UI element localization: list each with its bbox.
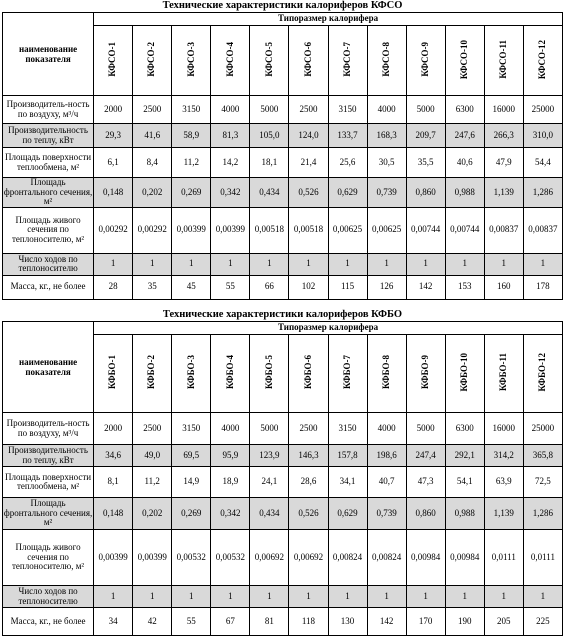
table-row xyxy=(3,498,563,530)
table-cell: 1 xyxy=(367,586,406,608)
table-cell: 81,3 xyxy=(211,124,250,148)
table-cell: 47,3 xyxy=(406,467,445,498)
table-cell: 0,00824 xyxy=(367,530,406,586)
table-cell: 247,4 xyxy=(406,445,445,467)
table-cell: 47,9 xyxy=(484,148,523,178)
table-cell: 0,00399 xyxy=(211,207,250,253)
model-label: КФБО-11 xyxy=(498,353,509,392)
table-cell: 0,00399 xyxy=(133,530,172,586)
model-header xyxy=(133,335,172,413)
table-row xyxy=(3,178,563,208)
table-cell: 0,526 xyxy=(289,178,328,208)
table-cell: 1 xyxy=(328,253,367,275)
table-cell: 45 xyxy=(172,275,211,299)
table-cell: 102 xyxy=(289,275,328,299)
header-row-group xyxy=(3,13,563,26)
table-cell: 1,139 xyxy=(484,178,523,208)
model-header xyxy=(523,26,562,96)
table-title-kfso: Технические характеристики калориферов КФСО xyxy=(162,0,403,11)
row-label: Площадь фронтального сечения, м² xyxy=(3,177,93,206)
table-cell: 170 xyxy=(406,608,445,636)
table-cell: 35 xyxy=(133,275,172,299)
table-cell: 0,00744 xyxy=(445,207,484,253)
table-row xyxy=(3,608,563,636)
table-cell: 247,6 xyxy=(445,124,484,148)
table-cell: 0,0111 xyxy=(484,530,523,586)
table-cell: 1 xyxy=(211,253,250,275)
model-header xyxy=(250,335,289,413)
table-cell: 1 xyxy=(523,586,562,608)
table-cell: 0,00532 xyxy=(172,530,211,586)
table-cell: 2500 xyxy=(289,413,328,445)
table-cell: 0,202 xyxy=(133,178,172,208)
table-cell: 25,6 xyxy=(328,148,367,178)
model-header xyxy=(484,335,523,413)
table-cell: 58,9 xyxy=(172,124,211,148)
table-row xyxy=(3,530,563,586)
table-cell: 5000 xyxy=(250,96,289,124)
table-cell: 0,00532 xyxy=(211,530,250,586)
column-group-header: Типоразмер калорифера xyxy=(94,13,563,26)
table-cell: 0,00692 xyxy=(250,530,289,586)
model-header xyxy=(289,335,328,413)
table-cell: 0,860 xyxy=(406,498,445,530)
table-cell: 118 xyxy=(289,608,328,636)
table-cell: 34,6 xyxy=(94,445,133,467)
table-cell: 40,6 xyxy=(445,148,484,178)
model-header xyxy=(289,26,328,96)
table-cell: 11,2 xyxy=(172,148,211,178)
table-cell: 266,3 xyxy=(484,124,523,148)
spec-table-kfso xyxy=(2,12,563,300)
table-cell: 1 xyxy=(172,253,211,275)
table-row xyxy=(3,413,563,445)
table-cell: 115 xyxy=(328,275,367,299)
spec-table-kfbo xyxy=(2,321,563,636)
model-header xyxy=(328,26,367,96)
table-cell: 4000 xyxy=(211,96,250,124)
model-header xyxy=(172,335,211,413)
header-row-group xyxy=(3,322,563,335)
table-cell: 2000 xyxy=(94,96,133,124)
table-row xyxy=(3,253,563,275)
table-cell: 11,2 xyxy=(133,467,172,498)
table-cell: 205 xyxy=(484,608,523,636)
table-cell: 0,434 xyxy=(250,178,289,208)
table-cell: 18,1 xyxy=(250,148,289,178)
model-header xyxy=(445,335,484,413)
table-cell: 0,0111 xyxy=(523,530,562,586)
table-cell: 0,739 xyxy=(367,178,406,208)
column-header-parameter: наименование показателя xyxy=(3,13,94,96)
model-label: КФСО-1 xyxy=(107,41,118,77)
table-cell: 1 xyxy=(406,586,445,608)
table-cell: 40,7 xyxy=(367,467,406,498)
model-header xyxy=(94,26,133,96)
table-cell: 0,00518 xyxy=(250,207,289,253)
table-cell: 2000 xyxy=(94,413,133,445)
table-cell: 2500 xyxy=(289,96,328,124)
table-cell: 0,00518 xyxy=(289,207,328,253)
table-cell: 0,00625 xyxy=(328,207,367,253)
table-cell: 0,342 xyxy=(211,178,250,208)
table-cell: 5000 xyxy=(406,413,445,445)
model-label: КФСО-4 xyxy=(224,41,235,77)
model-label: КФСО-3 xyxy=(185,41,196,77)
table-cell: 1 xyxy=(94,253,133,275)
table-cell: 0,860 xyxy=(406,178,445,208)
table-cell: 63,9 xyxy=(484,467,523,498)
table-cell: 225 xyxy=(523,608,562,636)
table-cell: 8,1 xyxy=(94,467,133,498)
table-cell: 142 xyxy=(406,275,445,299)
table-cell: 2500 xyxy=(133,96,172,124)
table-cell: 0,269 xyxy=(172,178,211,208)
table-cell: 365,8 xyxy=(523,445,562,467)
model-label: КФСО-5 xyxy=(263,41,274,77)
table-cell: 0,526 xyxy=(289,498,328,530)
table-cell: 157,8 xyxy=(328,445,367,467)
table-cell: 0,00837 xyxy=(523,207,562,253)
table-cell: 66 xyxy=(250,275,289,299)
row-label: Площадь живого сечения по теплоносителю, м² xyxy=(3,530,94,586)
row-label: Число ходов по теплоносителю xyxy=(3,586,94,608)
table-cell: 14,2 xyxy=(211,148,250,178)
table-row xyxy=(3,96,563,124)
table-cell: 168,3 xyxy=(367,124,406,148)
table-cell: 3150 xyxy=(172,96,211,124)
table-cell: 1 xyxy=(211,586,250,608)
table-cell: 0,739 xyxy=(367,498,406,530)
model-header xyxy=(328,335,367,413)
row-label: Масса, кг., не более xyxy=(3,275,94,299)
table-cell: 30,5 xyxy=(367,148,406,178)
model-header xyxy=(406,26,445,96)
table-cell: 0,269 xyxy=(172,498,211,530)
model-label: КФБО-6 xyxy=(302,355,313,390)
table-cell: 0,988 xyxy=(445,498,484,530)
table-cell: 292,1 xyxy=(445,445,484,467)
table-row xyxy=(3,124,563,148)
table-row xyxy=(3,148,563,178)
table-cell: 0,988 xyxy=(445,178,484,208)
table-row xyxy=(3,467,563,498)
table-cell: 0,00824 xyxy=(328,530,367,586)
table-cell: 0,00984 xyxy=(406,530,445,586)
table-cell: 146,3 xyxy=(289,445,328,467)
table-row xyxy=(3,275,563,299)
table-row xyxy=(3,445,563,467)
table-cell: 133,7 xyxy=(328,124,367,148)
column-group-header: Типоразмер калорифера xyxy=(94,322,563,335)
table-cell: 16000 xyxy=(484,96,523,124)
table-cell: 1 xyxy=(445,253,484,275)
table-cell: 1 xyxy=(172,586,211,608)
table-cell: 14,9 xyxy=(172,467,211,498)
table-cell: 0,00399 xyxy=(94,530,133,586)
model-header xyxy=(211,335,250,413)
table-cell: 54,4 xyxy=(523,148,562,178)
table-cell: 42 xyxy=(133,608,172,636)
table-cell: 0,00744 xyxy=(406,207,445,253)
model-header xyxy=(133,26,172,96)
table-cell: 142 xyxy=(367,608,406,636)
table-cell: 1 xyxy=(328,586,367,608)
table-cell: 190 xyxy=(445,608,484,636)
table-cell: 34 xyxy=(94,608,133,636)
model-header xyxy=(94,335,133,413)
table-cell: 1 xyxy=(445,586,484,608)
model-header xyxy=(250,26,289,96)
table-cell: 124,0 xyxy=(289,124,328,148)
table-cell: 0,434 xyxy=(250,498,289,530)
table-cell: 4000 xyxy=(367,96,406,124)
model-header xyxy=(367,26,406,96)
table-cell: 2500 xyxy=(133,413,172,445)
table-cell: 0,629 xyxy=(328,498,367,530)
model-label: КФБО-2 xyxy=(146,355,157,390)
table-cell: 1 xyxy=(484,586,523,608)
model-header xyxy=(211,26,250,96)
model-label: КФСО-2 xyxy=(146,41,157,77)
table-cell: 6300 xyxy=(445,413,484,445)
table-cell: 25000 xyxy=(523,96,562,124)
table-cell: 72,5 xyxy=(523,467,562,498)
table-cell: 67 xyxy=(211,608,250,636)
model-label: КФБО-5 xyxy=(263,355,274,390)
table-cell: 28 xyxy=(94,275,133,299)
table-cell: 35,5 xyxy=(406,148,445,178)
row-label: Площадь поверхности теплообмена, м² xyxy=(3,467,94,498)
table-cell: 314,2 xyxy=(484,445,523,467)
column-header-parameter: наименование показателя xyxy=(3,322,94,413)
table-cell: 24,1 xyxy=(250,467,289,498)
table-cell: 0,00292 xyxy=(94,207,133,253)
table-cell: 1 xyxy=(133,586,172,608)
table-cell: 18,9 xyxy=(211,467,250,498)
table-cell: 0,148 xyxy=(94,498,133,530)
model-label: КФБО-4 xyxy=(224,355,235,390)
table-cell: 1 xyxy=(250,253,289,275)
model-label: КФСО-9 xyxy=(419,41,430,77)
table-cell: 1 xyxy=(367,253,406,275)
table-cell: 95,9 xyxy=(211,445,250,467)
table-cell: 0,00625 xyxy=(367,207,406,253)
model-header xyxy=(445,26,484,96)
table-cell: 29,3 xyxy=(94,124,133,148)
table-cell: 49,0 xyxy=(133,445,172,467)
model-header xyxy=(484,26,523,96)
table-cell: 1 xyxy=(289,586,328,608)
row-label: Число ходов по теплоносителю xyxy=(3,253,94,275)
table-cell: 1 xyxy=(289,253,328,275)
model-label: КФСО-10 xyxy=(458,39,469,79)
row-label: Производительность по теплу, кВт xyxy=(3,124,94,148)
model-label: КФСО-12 xyxy=(537,39,548,79)
table-cell: 5000 xyxy=(406,96,445,124)
table-cell: 178 xyxy=(523,275,562,299)
table-cell: 1 xyxy=(250,586,289,608)
table-cell: 0,148 xyxy=(94,178,133,208)
row-label: Производитель-ность по воздуху, м³/ч xyxy=(3,96,94,124)
table-cell: 5000 xyxy=(250,413,289,445)
table-cell: 3150 xyxy=(328,96,367,124)
table-cell: 16000 xyxy=(484,413,523,445)
table-cell: 160 xyxy=(484,275,523,299)
model-label: КФБО-7 xyxy=(341,355,352,390)
model-label: КФБО-8 xyxy=(380,355,391,390)
model-label: КФСО-11 xyxy=(498,39,509,79)
row-label: Площадь фронтального сечения, м² xyxy=(3,498,94,530)
table-cell: 1 xyxy=(133,253,172,275)
table-cell: 21,4 xyxy=(289,148,328,178)
table-cell: 6300 xyxy=(445,96,484,124)
table-cell: 3150 xyxy=(328,413,367,445)
table-cell: 55 xyxy=(211,275,250,299)
model-label: КФБО-3 xyxy=(185,355,196,390)
model-label: КФБО-1 xyxy=(107,355,118,390)
model-label: КФСО-6 xyxy=(302,41,313,77)
table-cell: 0,202 xyxy=(133,498,172,530)
table-cell: 69,5 xyxy=(172,445,211,467)
row-label: Масса, кг., не более xyxy=(3,608,94,636)
model-label: КФБО-10 xyxy=(458,353,469,392)
table-cell: 126 xyxy=(367,275,406,299)
table-cell: 0,00292 xyxy=(133,207,172,253)
table-cell: 310,0 xyxy=(523,124,562,148)
model-header xyxy=(406,335,445,413)
model-label: КФБО-9 xyxy=(419,355,430,390)
table-cell: 0,342 xyxy=(211,498,250,530)
table-cell: 1 xyxy=(523,253,562,275)
model-label: КФБО-12 xyxy=(537,353,548,392)
table-cell: 198,6 xyxy=(367,445,406,467)
table-cell: 1,139 xyxy=(484,498,523,530)
table-cell: 81 xyxy=(250,608,289,636)
table-row xyxy=(3,586,563,608)
row-label: Площадь живого сечения по теплоносителю, м² xyxy=(3,207,94,253)
row-label: Производительность по теплу, кВт xyxy=(3,445,94,467)
model-header xyxy=(367,335,406,413)
table-cell: 1,286 xyxy=(523,178,562,208)
table-cell: 3150 xyxy=(172,413,211,445)
model-label: КФСО-8 xyxy=(380,41,391,77)
table-cell: 0,00692 xyxy=(289,530,328,586)
table-cell: 28,6 xyxy=(289,467,328,498)
table-cell: 54,1 xyxy=(445,467,484,498)
table-cell: 130 xyxy=(328,608,367,636)
model-header xyxy=(523,335,562,413)
model-header xyxy=(172,26,211,96)
row-label: Производитель-ность по воздуху, м³/ч xyxy=(3,413,94,445)
table-cell: 34,1 xyxy=(328,467,367,498)
row-label: Площадь поверхности теплообмена, м² xyxy=(3,148,94,178)
table-cell: 1 xyxy=(406,253,445,275)
table-cell: 0,00399 xyxy=(172,207,211,253)
table-cell: 105,0 xyxy=(250,124,289,148)
table-cell: 4000 xyxy=(211,413,250,445)
table-cell: 209,7 xyxy=(406,124,445,148)
table-title-kfbo: Технические характеристики калориферов КФБО xyxy=(162,309,403,320)
table-cell: 1 xyxy=(94,586,133,608)
table-cell: 1 xyxy=(484,253,523,275)
table-cell: 41,6 xyxy=(133,124,172,148)
table-row xyxy=(3,207,563,253)
table-cell: 1,286 xyxy=(523,498,562,530)
table-cell: 25000 xyxy=(523,413,562,445)
table-cell: 0,629 xyxy=(328,178,367,208)
table-cell: 0,00837 xyxy=(484,207,523,253)
table-cell: 8,4 xyxy=(133,148,172,178)
table-cell: 6,1 xyxy=(94,148,133,178)
table-cell: 4000 xyxy=(367,413,406,445)
model-label: КФСО-7 xyxy=(341,41,352,77)
table-cell: 55 xyxy=(172,608,211,636)
table-cell: 153 xyxy=(445,275,484,299)
table-cell: 0,00984 xyxy=(445,530,484,586)
table-cell: 123,9 xyxy=(250,445,289,467)
